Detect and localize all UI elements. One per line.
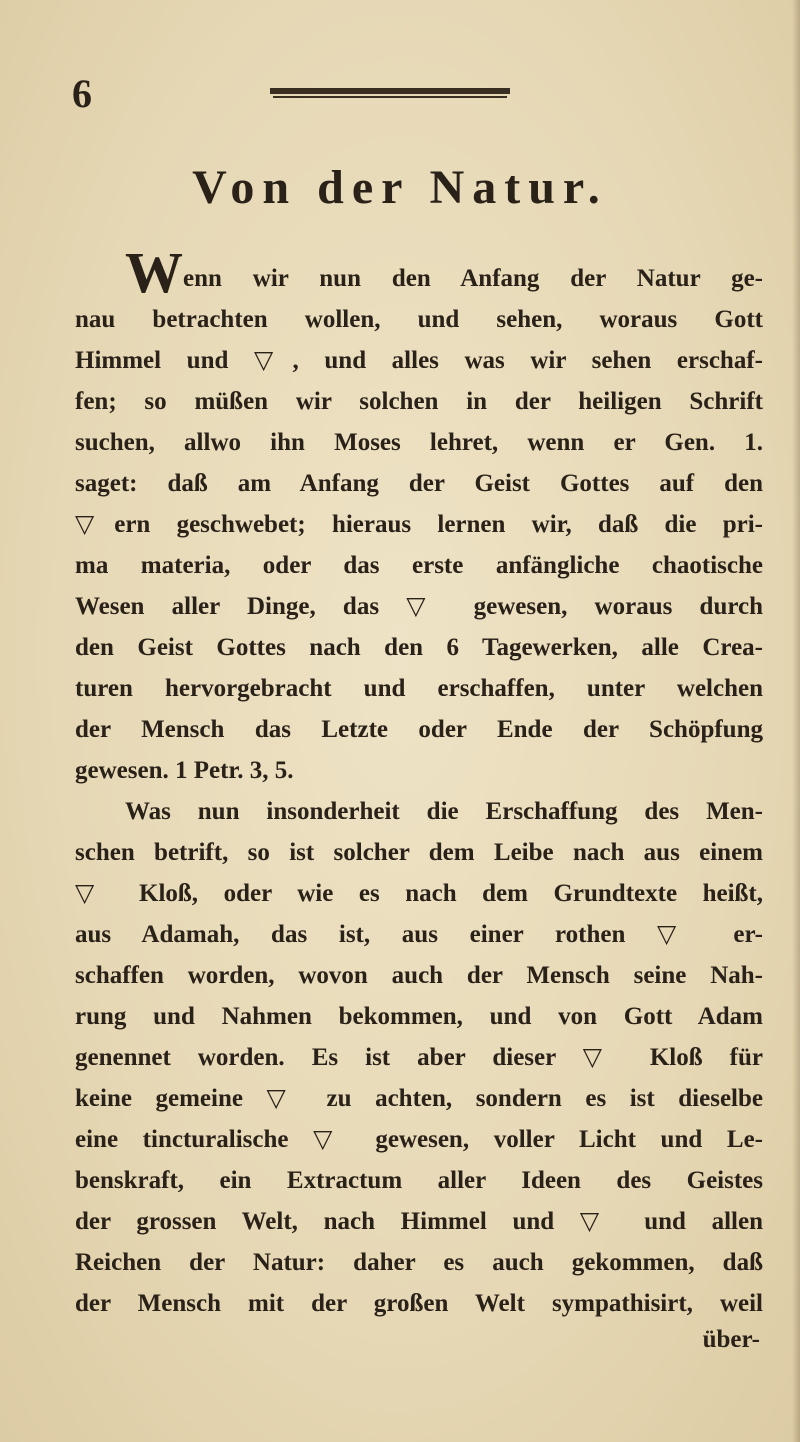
text-line: den Geist Gottes nach den 6 Tagewerken, alle Crea- — [75, 634, 763, 661]
text-line: rung und Nahmen bekommen, und von Gott Adam — [75, 1003, 763, 1030]
text-line: Himmel und ▽, und alles was wir sehen erschaf- — [75, 347, 763, 374]
text-line: suchen, allwo ihn Moses lehret, wenn er Gen. 1. — [75, 429, 763, 456]
text-line: Wesen aller Dinge, das ▽ gewesen, woraus durch — [75, 593, 763, 620]
body-text — [75, 240, 763, 1324]
chapter-title: Von der Natur. — [192, 161, 608, 214]
text-line: benskraft, ein Extractum aller Ideen des Geistes — [75, 1167, 763, 1194]
text-line: nau betrachten wollen, und sehen, woraus Gott — [75, 306, 763, 333]
drop-cap: W — [125, 240, 183, 305]
text-line: der Mensch das Letzte oder Ende der Schöpfung — [75, 716, 763, 743]
text-line: ▽ern geschwebet; hieraus lernen wir, daß die pri- — [75, 511, 763, 538]
text-line: Was nun insonderheit die Erschaffung des Men- — [125, 798, 763, 825]
catchword: über- — [702, 1326, 760, 1353]
text-line: schen betrift, so ist solcher dem Leibe nach aus einem — [75, 839, 763, 866]
text-line: der grossen Welt, nach Himmel und ▽ und allen — [75, 1208, 763, 1235]
text-line: ma materia, oder das erste anfängliche chaotische — [75, 552, 763, 579]
text-line: aus Adamah, das ist, aus einer rothen ▽ er- — [75, 921, 763, 948]
text-line: der Mensch mit der großen Welt sympathisirt, weil — [75, 1290, 763, 1317]
text-line: schaffen worden, wovon auch der Mensch seine Nah- — [75, 962, 763, 989]
text-line: keine gemeine ▽ zu achten, sondern es ist dieselbe — [75, 1085, 763, 1112]
text-line: saget: daß am Anfang der Geist Gottes auf den — [75, 470, 763, 497]
text-line: eine tincturalische ▽ gewesen, voller Licht und Le- — [75, 1126, 763, 1153]
text-line: ▽ Kloß, oder wie es nach dem Grundtexte heißt, — [75, 880, 763, 907]
text-line: fen; so müßen wir solchen in der heiligen Schrift — [75, 388, 763, 415]
text-line: Reichen der Natur: daher es auch gekommen, daß — [75, 1249, 763, 1276]
text-line: genennet worden. Es ist aber dieser ▽ Kloß für — [75, 1044, 763, 1071]
text-line: gewesen. 1 Petr. 3, 5. — [75, 757, 294, 784]
text-line — [75, 240, 763, 305]
header-rule — [270, 88, 510, 96]
text-line-rest: enn wir nun den Anfang der Natur ge- — [183, 265, 763, 292]
page-edge — [792, 0, 800, 1442]
text-line: turen hervorgebracht und erschaffen, unter welchen — [75, 675, 763, 702]
page-number: 6 — [72, 71, 92, 116]
